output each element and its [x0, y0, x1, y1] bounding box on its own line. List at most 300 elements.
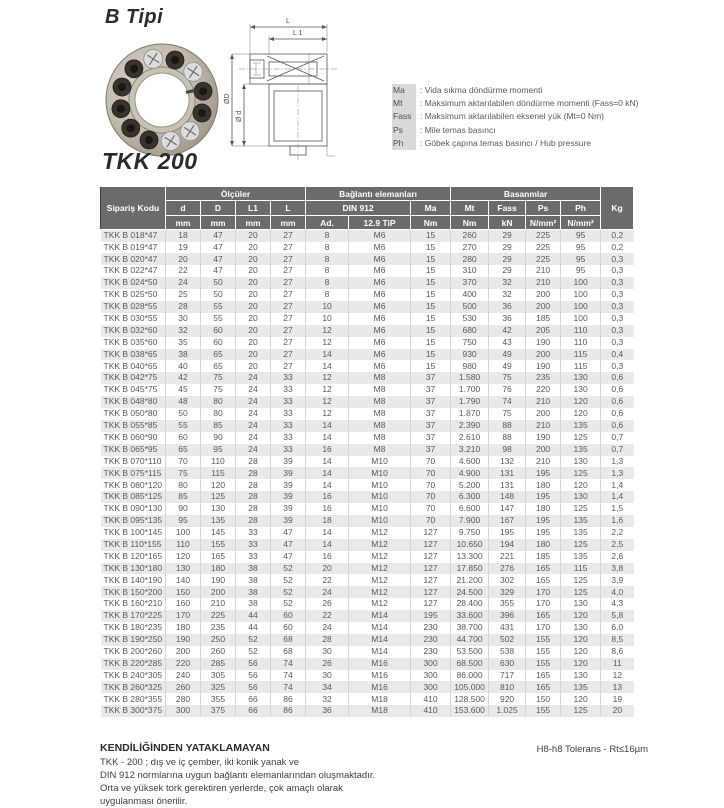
table-cell: M8	[349, 384, 411, 396]
order-code-cell: TKK B 180*235	[103, 622, 163, 633]
table-cell: 47	[201, 265, 236, 277]
order-code-cell: TKK B 018*47	[103, 230, 158, 240]
table-cell: M10	[349, 491, 411, 503]
table-cell: 155	[526, 658, 561, 670]
order-code-cell: TKK B 160*210	[103, 598, 163, 609]
table-cell: M12	[349, 539, 411, 551]
table-cell: 1,4	[601, 479, 634, 491]
table-cell: 24	[236, 432, 271, 444]
table-row	[101, 563, 634, 575]
unit-mm: mm	[166, 216, 201, 230]
table-cell: M14	[349, 634, 411, 646]
table-cell: 180	[166, 622, 201, 634]
order-code-cell: TKK B 130*180	[103, 562, 163, 573]
table-cell: M6	[349, 301, 411, 313]
table-cell: 221	[489, 551, 526, 563]
table-row	[101, 242, 634, 254]
table-cell: M12	[349, 586, 411, 598]
table-row	[101, 610, 634, 622]
table-row	[101, 539, 634, 551]
legend-desc: : Göbek çapına temas basıncı / Hub pressure	[420, 137, 592, 148]
table-cell: 930	[451, 349, 489, 361]
unit-nmm2: N/mm²	[526, 216, 561, 230]
table-cell: 27	[271, 313, 306, 325]
table-cell: 260	[166, 681, 201, 693]
table-cell: 270	[451, 242, 489, 254]
table-cell: 28	[306, 634, 349, 646]
table-cell: 5,8	[601, 610, 634, 622]
table-cell: 132	[489, 456, 526, 468]
table-row	[101, 598, 634, 610]
table-cell: 130	[561, 622, 601, 634]
table-cell: 24	[236, 408, 271, 420]
table-cell: 38	[236, 598, 271, 610]
table-cell: 750	[451, 337, 489, 349]
table-cell: 195	[526, 467, 561, 479]
table-cell: 0,3	[601, 313, 634, 325]
table-cell: 38	[236, 574, 271, 586]
table-cell: 1,5	[601, 503, 634, 515]
table-cell: 20	[236, 325, 271, 337]
table-cell: 14	[306, 420, 349, 432]
table-cell: 12	[601, 670, 634, 682]
tolerance-note: H8-h8 Tolerans - Rt≤16µm	[536, 744, 648, 755]
table-cell: M6	[349, 242, 411, 254]
table-cell: 37	[411, 372, 451, 384]
table-cell: 27	[271, 230, 306, 242]
table-cell: 13	[601, 681, 634, 693]
unit-nm: Nm	[411, 216, 451, 230]
table-cell: 24	[306, 622, 349, 634]
table-cell: 205	[526, 325, 561, 337]
table-cell: 15	[411, 265, 451, 277]
table-row	[101, 705, 634, 717]
table-cell: 12	[306, 372, 349, 384]
table-cell: 70	[411, 503, 451, 515]
legend-item	[392, 110, 722, 123]
table-cell: M6	[349, 313, 411, 325]
table-cell: 95	[201, 444, 236, 456]
table-cell: 27	[271, 360, 306, 372]
table-cell: 6.600	[451, 503, 489, 515]
table-cell: M6	[349, 253, 411, 265]
header-Ma: Ma	[411, 201, 451, 216]
table-cell: 155	[201, 539, 236, 551]
table-cell: 27	[271, 325, 306, 337]
table-cell: 20	[236, 265, 271, 277]
table-cell: 70	[411, 467, 451, 479]
table-cell: 300	[411, 670, 451, 682]
header-order-code: Sipariş Kodu	[101, 187, 166, 230]
header-Ps: Ps	[526, 201, 561, 216]
table-cell: M6	[349, 325, 411, 337]
order-code-cell: TKK B 150*200	[103, 586, 163, 597]
table-cell: 28	[236, 456, 271, 468]
parameter-legend	[392, 84, 722, 150]
order-code-cell: TKK B 030*55	[103, 313, 158, 324]
table-cell: 165	[201, 551, 236, 563]
table-cell: 80	[201, 396, 236, 408]
table-cell: 37	[411, 408, 451, 420]
table-cell: 15	[411, 242, 451, 254]
table-cell: 20	[236, 230, 271, 242]
table-cell: 55	[166, 420, 201, 432]
header-L: L	[271, 201, 306, 216]
table-cell: 195	[526, 491, 561, 503]
table-cell: 35	[166, 337, 201, 349]
table-cell: 0,3	[601, 325, 634, 337]
table-cell: 56	[236, 681, 271, 693]
unit-kn: kN	[489, 216, 526, 230]
table-cell: 20	[166, 253, 201, 265]
header-Ph: Ph	[561, 201, 601, 216]
table-cell: 38.700	[451, 622, 489, 634]
table-cell: 185	[526, 551, 561, 563]
table-cell: 200	[526, 349, 561, 361]
table-cell: 42	[166, 372, 201, 384]
table-cell: 38	[166, 349, 201, 361]
order-code-cell: TKK B 022*47	[103, 265, 158, 276]
table-cell: 135	[561, 515, 601, 527]
table-cell: M6	[349, 230, 411, 242]
table-cell: 194	[489, 539, 526, 551]
table-cell: 12	[306, 337, 349, 349]
legend-desc: : Maksimum aktarılabilen eksenel yük (Mt=0 Nm)	[420, 111, 604, 122]
table-cell: 502	[489, 634, 526, 646]
table-cell: 25	[166, 289, 201, 301]
table-cell: 56	[236, 670, 271, 682]
legend-item	[392, 97, 722, 110]
legend-key: Ma	[392, 84, 416, 97]
table-cell: 200	[526, 289, 561, 301]
table-cell: 30	[306, 646, 349, 658]
table-cell: 195	[411, 610, 451, 622]
table-cell: 21.200	[451, 574, 489, 586]
table-cell: 225	[526, 253, 561, 265]
table-cell: 70	[411, 456, 451, 468]
table-cell: 125	[561, 586, 601, 598]
table-cell: 180	[201, 563, 236, 575]
table-cell: 28	[166, 301, 201, 313]
table-cell: 60	[166, 432, 201, 444]
table-cell: 190	[526, 432, 561, 444]
table-cell: 4,0	[601, 586, 634, 598]
table-cell: 47	[271, 539, 306, 551]
table-cell: 220	[166, 658, 201, 670]
table-cell: 15	[411, 301, 451, 313]
table-cell: 210	[526, 396, 561, 408]
table-cell: 18	[306, 515, 349, 527]
dim-label-OD: ØD	[224, 93, 231, 104]
table-cell: 68	[271, 646, 306, 658]
table-cell: 280	[451, 253, 489, 265]
table-cell: 20	[306, 563, 349, 575]
table-cell: 4.600	[451, 456, 489, 468]
table-cell: 14	[306, 360, 349, 372]
table-row	[101, 491, 634, 503]
table-cell: 195	[489, 527, 526, 539]
table-cell: 86	[271, 705, 306, 717]
unit-tip: 12.9 TiP	[349, 216, 411, 230]
table-cell: 300	[411, 681, 451, 693]
table-cell: 155	[526, 646, 561, 658]
table-cell: 220	[526, 384, 561, 396]
dim-label-L: L	[286, 18, 290, 25]
table-cell: 74	[489, 396, 526, 408]
table-cell: 20	[236, 289, 271, 301]
table-cell: 130	[166, 563, 201, 575]
table-cell: 37	[411, 420, 451, 432]
table-cell: 52	[271, 586, 306, 598]
table-cell: 75	[489, 372, 526, 384]
table-cell: 7.900	[451, 515, 489, 527]
table-cell: 6.300	[451, 491, 489, 503]
table-cell: 95	[561, 242, 601, 254]
table-cell: M12	[349, 563, 411, 575]
table-cell: 47	[271, 551, 306, 563]
table-cell: 24	[166, 277, 201, 289]
header-dimensions-group: Ölçüler	[166, 187, 306, 201]
table-cell: 43	[489, 337, 526, 349]
order-code-cell: TKK B 070*110	[103, 455, 162, 466]
table-cell: 37	[411, 384, 451, 396]
order-code-cell: TKK B 280*355	[103, 693, 163, 704]
table-cell: 15	[411, 337, 451, 349]
table-cell: 127	[411, 563, 451, 575]
order-code-cell: TKK B 028*55	[103, 301, 158, 312]
table-cell: 120	[561, 646, 601, 658]
table-cell: 500	[451, 301, 489, 313]
table-cell: 1.790	[451, 396, 489, 408]
table-cell: 22	[166, 265, 201, 277]
table-cell: 32	[166, 325, 201, 337]
table-cell: M12	[349, 527, 411, 539]
order-code-cell: TKK B 095*135	[103, 515, 163, 526]
table-cell: 110	[561, 325, 601, 337]
table-cell: 0,3	[601, 360, 634, 372]
table-cell: M6	[349, 277, 411, 289]
table-cell: 355	[489, 598, 526, 610]
footer-line: uygulanması önerilir.	[100, 796, 188, 807]
table-cell: 165	[526, 574, 561, 586]
table-cell: M18	[349, 705, 411, 717]
table-cell: 250	[201, 634, 236, 646]
order-code-cell: TKK B 220*285	[103, 657, 163, 668]
table-cell: 49	[489, 360, 526, 372]
table-cell: 190	[526, 337, 561, 349]
table-cell: 70	[411, 491, 451, 503]
table-cell: 15	[411, 289, 451, 301]
table-cell: 90	[166, 503, 201, 515]
order-code-cell: TKK B 055*85	[103, 420, 158, 431]
table-row	[101, 337, 634, 349]
table-cell: 55	[201, 313, 236, 325]
table-cell: 210	[526, 265, 561, 277]
table-cell: 180	[526, 539, 561, 551]
table-cell: 88	[489, 432, 526, 444]
table-cell: 0,7	[601, 444, 634, 456]
table-cell: 120	[561, 396, 601, 408]
table-cell: 60	[201, 325, 236, 337]
table-row	[101, 349, 634, 361]
table-cell: 29	[489, 242, 526, 254]
table-cell: M16	[349, 681, 411, 693]
table-cell: 27	[271, 349, 306, 361]
order-code-cell: TKK B 024*50	[103, 277, 158, 288]
table-cell: 210	[526, 277, 561, 289]
table-cell: 115	[201, 467, 236, 479]
table-cell: 147	[489, 503, 526, 515]
table-cell: 65	[201, 360, 236, 372]
table-cell: 24	[236, 420, 271, 432]
order-code-cell: TKK B 048*80	[103, 396, 158, 407]
technical-drawing	[223, 4, 413, 169]
table-cell: 125	[561, 432, 601, 444]
table-cell: 20	[601, 705, 634, 717]
table-cell: 80	[201, 408, 236, 420]
table-cell: 210	[526, 456, 561, 468]
table-cell: 27	[271, 337, 306, 349]
table-cell: 630	[489, 658, 526, 670]
table-cell: M14	[349, 622, 411, 634]
table-cell: M8	[349, 408, 411, 420]
table-cell: 49	[489, 349, 526, 361]
table-cell: 20	[236, 242, 271, 254]
table-cell: 153.600	[451, 705, 489, 717]
table-cell: 0,2	[601, 242, 634, 254]
table-cell: 20	[236, 349, 271, 361]
table-row	[101, 551, 634, 563]
table-cell: 127	[411, 598, 451, 610]
table-cell: 2,6	[601, 551, 634, 563]
footer-line: DIN 912 normlarına uygun bağlantı elemanlarından oluşmaktadır.	[100, 770, 376, 781]
table-cell: 8	[306, 265, 349, 277]
table-cell: 10	[306, 313, 349, 325]
table-cell: 17.850	[451, 563, 489, 575]
table-cell: 26	[306, 658, 349, 670]
table-cell: 0,3	[601, 253, 634, 265]
table-cell: 225	[201, 610, 236, 622]
table-cell: 14	[306, 467, 349, 479]
table-cell: 185	[526, 313, 561, 325]
table-cell: 11	[601, 658, 634, 670]
table-cell: 1,3	[601, 467, 634, 479]
table-cell: 110	[166, 539, 201, 551]
table-cell: 1.580	[451, 372, 489, 384]
table-cell: 2.390	[451, 420, 489, 432]
table-cell: 135	[561, 420, 601, 432]
table-cell: 431	[489, 622, 526, 634]
table-cell: 27	[271, 265, 306, 277]
table-cell: 60	[271, 622, 306, 634]
table-cell: 190	[526, 360, 561, 372]
table-cell: 170	[166, 610, 201, 622]
table-cell: 530	[451, 313, 489, 325]
table-cell: 0,2	[601, 230, 634, 242]
table-cell: 125	[561, 539, 601, 551]
table-cell: 60	[271, 610, 306, 622]
table-cell: M6	[349, 289, 411, 301]
table-header	[101, 187, 634, 230]
table-cell: 300	[166, 705, 201, 717]
table-body	[101, 230, 634, 718]
table-cell: 110	[561, 337, 601, 349]
header-din912: DIN 912	[306, 201, 411, 216]
table-cell: 120	[201, 479, 236, 491]
table-cell: 14	[306, 456, 349, 468]
table-cell: 8,5	[601, 634, 634, 646]
table-cell: M8	[349, 432, 411, 444]
table-cell: 29	[489, 253, 526, 265]
table-cell: 55	[201, 301, 236, 313]
table-cell: 3,8	[601, 563, 634, 575]
table-cell: 39	[271, 491, 306, 503]
table-cell: 37	[411, 396, 451, 408]
table-cell: 190	[166, 634, 201, 646]
table-cell: 120	[561, 634, 601, 646]
table-row	[101, 408, 634, 420]
table-cell: 66	[236, 705, 271, 717]
table-cell: 22	[306, 610, 349, 622]
table-cell: 200	[166, 646, 201, 658]
table-cell: 100	[561, 313, 601, 325]
order-code-cell: TKK B 019*47	[103, 241, 158, 252]
table-cell: 180	[526, 479, 561, 491]
table-cell: 90	[201, 432, 236, 444]
table-row	[101, 313, 634, 325]
table-cell: 36	[489, 313, 526, 325]
table-cell: 370	[451, 277, 489, 289]
table-cell: 0,4	[601, 349, 634, 361]
table-cell: 32	[306, 693, 349, 705]
table-cell: M8	[349, 372, 411, 384]
table-row	[101, 396, 634, 408]
table-cell: M12	[349, 574, 411, 586]
table-cell: 27	[271, 289, 306, 301]
table-cell: 260	[451, 230, 489, 242]
table-cell: 115	[561, 563, 601, 575]
table-row	[101, 456, 634, 468]
table-cell: 150	[526, 693, 561, 705]
order-code-cell: TKK B 020*47	[103, 253, 158, 264]
table-cell: M8	[349, 444, 411, 456]
table-cell: 40	[166, 360, 201, 372]
table-cell: 285	[201, 658, 236, 670]
table-cell: 125	[561, 503, 601, 515]
table-row	[101, 289, 634, 301]
table-cell: 53.500	[451, 646, 489, 658]
table-row	[101, 586, 634, 598]
table-row	[101, 265, 634, 277]
table-cell: 230	[411, 634, 451, 646]
table-cell: 95	[166, 515, 201, 527]
table-cell: 28	[236, 503, 271, 515]
unit-mm: mm	[201, 216, 236, 230]
table-cell: 16	[306, 491, 349, 503]
table-cell: 50	[201, 277, 236, 289]
table-cell: 33	[236, 527, 271, 539]
table-row	[101, 681, 634, 693]
table-cell: 74	[271, 681, 306, 693]
type-title: B Tipi	[105, 6, 164, 28]
table-cell: 28	[236, 491, 271, 503]
order-code-cell: TKK B 100*145	[103, 527, 163, 538]
table-cell: 130	[561, 598, 601, 610]
table-cell: 225	[526, 242, 561, 254]
table-cell: M12	[349, 551, 411, 563]
table-cell: 76	[489, 384, 526, 396]
unit-adet: Ad.	[306, 216, 349, 230]
